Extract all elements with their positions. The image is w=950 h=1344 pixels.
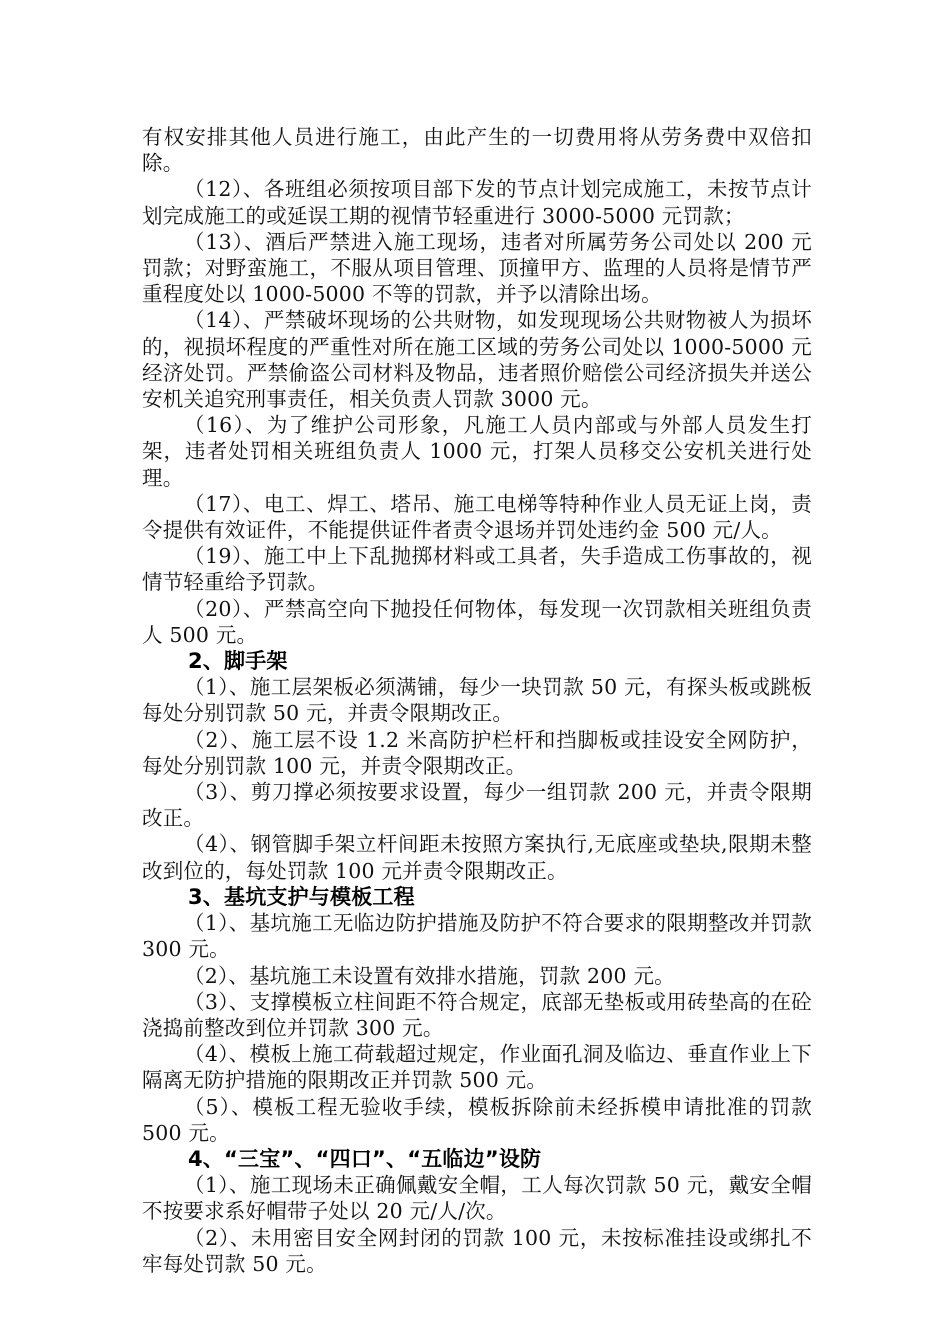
paragraph-scaffold-1: （1）、施工层架板必须满铺，每少一块罚款 50 元，有探头板或跳板每处分别罚款 50 元，并责令限期改正。 [142,675,812,726]
paragraph-foundation-3: （3）、支撑模板立柱间距不符合规定，底部无垫板或用砖垫高的在砼浇捣前整改到位并罚款 300 元。 [142,989,812,1040]
paragraph-scaffold-4: （4）、钢管脚手架立杆间距未按照方案执行,无底座或垫块,限期未整改到位的，每处罚款 100 元并责令限期改正。 [142,832,812,883]
paragraph-foundation-1: （1）、基坑施工无临边防护措施及防护不符合要求的限期整改并罚款 300 元。 [142,911,812,962]
section-heading-scaffold: 2、脚手架 [188,649,288,674]
paragraph-item-17: （17）、电工、焊工、塔吊、施工电梯等特种作业人员无证上岗，责令提供有效证件，不能提供证件者责令退场并罚处违约金 500 元/人。 [142,491,812,543]
paragraph-scaffold-2: （2）、施工层不设 1.2 米高防护栏杆和挡脚板或挂设安全网防护，每处分别罚款 100 元，并责令限期改正。 [142,727,812,778]
paragraph-foundation-5: （5）、模板工程无验收手续，模板拆除前未经拆模申请批准的罚款 500 元。 [142,1094,812,1145]
paragraph-item-14: （14）、严禁破坏现场的公共财物，如发现现场公共财物被人为损坏的，视损坏程度的严重性对所在施工区域的劳务公司处以 1000-5000 元经济处罚。严禁偷盗公司材料及物品，违者照价赔偿公司经济损失并送公安机关追究刑事责任，相关负责人罚款 3000 元。 [142,308,812,412]
paragraph-protection-2: （2）、未用密目安全网封闭的罚款 100 元，未按标准挂设或绑扎不牢每处罚款 50 元。 [142,1225,812,1276]
paragraph-foundation-2: （2）、基坑施工未设置有效排水措施，罚款 200 元。 [184,963,675,988]
paragraph-item-13: （13）、酒后严禁进入施工现场，违者对所属劳务公司处以 200 元罚款；对野蛮施工，不服从项目管理、顶撞甲方、监理的人员将是情节严重程度处以 1000-5000 不等的罚款，并予以清除出场。 [142,229,812,307]
paragraph-item-19: （19）、施工中上下乱抛掷材料或工具者，失手造成工伤事故的，视情节轻重给予罚款。 [142,544,812,595]
document-body [142,124,812,1277]
paragraph-continuation: 有权安排其他人员进行施工，由此产生的一切费用将从劳务费中双倍扣除。 [142,125,812,176]
section-heading-foundation: 3、基坑支护与模板工程 [188,884,415,909]
paragraph-item-12: （12）、各班组必须按项目部下发的节点计划完成施工，未按节点计划完成施工的或延误工期的视情节轻重进行 3000-5000 元罚款； [142,177,812,228]
paragraph-item-16: （16）、为了维护公司形象，凡施工人员内部或与外部人员发生打架，违者处罚相关班组负责人 1000 元，打架人员移交公安机关进行处理。 [142,413,812,490]
paragraph-protection-1: （1）、施工现场未正确佩戴安全帽，工人每次罚款 50 元，戴安全帽不按要求系好帽带子处以 20 元/人/次。 [142,1173,812,1224]
paragraph-scaffold-3: （3）、剪刀撑必须按要求设置，每少一组罚款 200 元，并责令限期改正。 [142,780,812,831]
section-heading-protection: 4、“三宝”、“四口”、“五临边”设防 [188,1146,542,1171]
paragraph-item-20: （20）、严禁高空向下抛投任何物体，每发现一次罚款相关班组负责人 500 元。 [142,596,812,647]
paragraph-foundation-4: （4）、模板上施工荷载超过规定，作业面孔洞及临边、垂直作业上下隔离无防护措施的限期改正并罚款 500 元。 [142,1042,812,1093]
